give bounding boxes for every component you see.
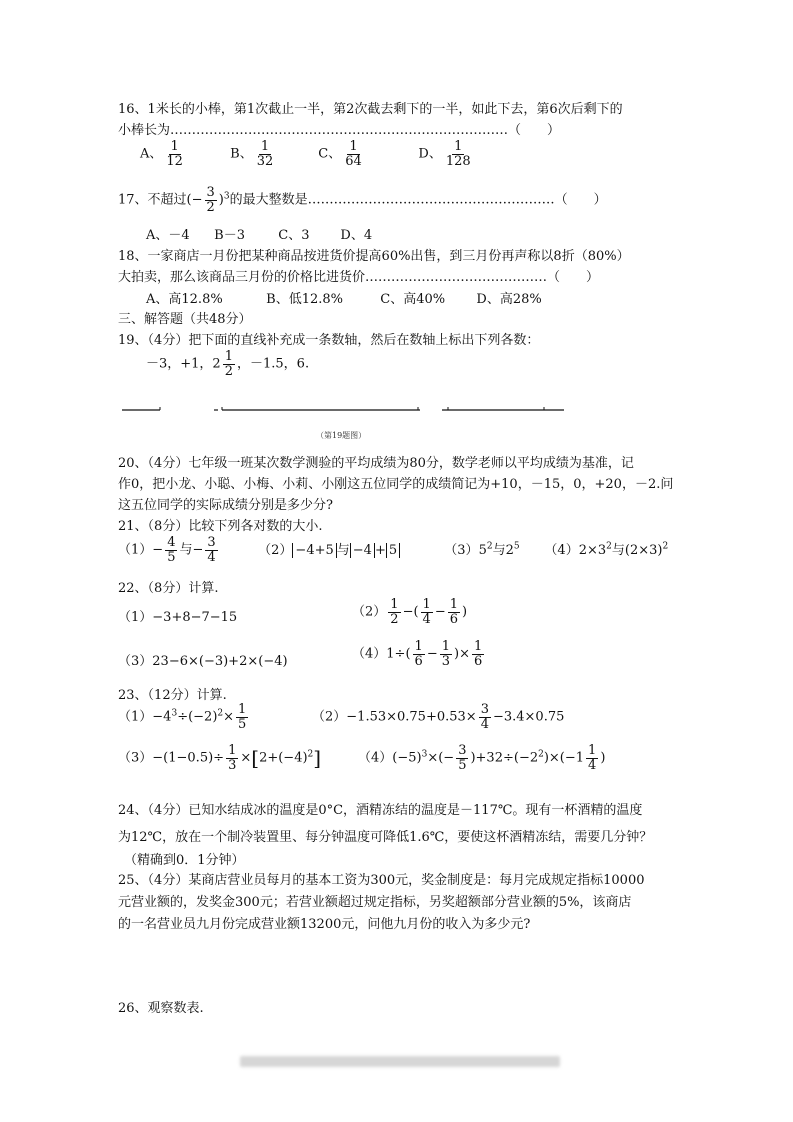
q17-option-c: C、3 <box>278 228 310 243</box>
q20-line3: 这五位同学的实际成绩分别是多少分? <box>118 498 333 513</box>
q24-line1: 24、（4分）已知水结成冰的温度是0°C，酒精冻结的温度是－117℃。现有一杯酒精的温度 <box>118 803 643 818</box>
q25-line1: 25、（4分）某商店营业员每月的基本工资为300元，奖金制度是：每月完成规定指标10000 <box>118 873 645 888</box>
q21-part-1: （1）− $\frac{4}{5}$ 与− $\frac{3}{4}$ <box>118 535 216 565</box>
q18-options <box>146 288 542 307</box>
q21-text: 21、（8分）比较下列各对数的大小. <box>118 519 323 534</box>
q16-option-a: A、 $\frac{1}{12}$ <box>140 139 183 169</box>
q17-option-d: D、4 <box>340 228 373 243</box>
q24-line3: （精确到0．1分钟） <box>124 853 245 868</box>
q17-option-b: B－3 <box>214 228 245 243</box>
q25-line3: 的一名营业员九月份完成营业额13200元，问他九月份的收入为多少元? <box>118 917 531 932</box>
q17-option-a: A、－4 <box>146 228 190 243</box>
q17-line: 17、不超过(− $\frac{3}{2}$ )$^3$的最大整数是…………………………………………………（ ） <box>118 185 607 215</box>
q22-text: 22、（8分）计算. <box>118 581 219 596</box>
q23-part-2: （2）−1.53×0.75+0.53× $\frac{3}{4}$ −3.4×0.75 <box>312 702 565 732</box>
q22-part-3: （3）23−6×(−3)+2×(−4) <box>118 654 288 669</box>
q21-part-2: （2） −4+5 与 −4 + 5 <box>258 539 440 558</box>
q16-option-b: B、 $\frac{1}{32}$ <box>230 139 274 169</box>
q18-option-c: C、高40% <box>380 292 446 307</box>
q23-text: 23、（12分）计算. <box>118 688 227 703</box>
q22-part-4: （4）1÷( $\frac{1}{6}$ − $\frac{1}{3}$ )× $\frac{1}{6}$ <box>352 639 483 669</box>
q21-parts <box>118 536 668 564</box>
q16-options <box>140 140 475 168</box>
q21-part-3: $(3)5^2$与$2^5$ <box>444 541 520 558</box>
q16-line2: 小棒长为……………………………………………………………………（ ） <box>118 123 561 138</box>
q19-caption: （第19题图） <box>316 431 367 440</box>
q20-line1: 20、（4分）七年级一班某次数学测验的平均成绩为80分，数学老师以平均成绩为基准，记 <box>118 456 634 471</box>
q18-option-a: A、高12.8% <box>146 292 223 307</box>
q21-part-4: $(4)2\times 3^2$与$(2\times 3)^2$ <box>544 541 669 558</box>
q22-part-1: （1）−3+8−7−15 <box>118 610 238 625</box>
q23-part-3: （3）−(1−0.5)÷ $\frac{1}{3}$ $\times[2+(-4)^2]$ <box>118 743 322 773</box>
q16-line1: 16、1米长的小棒，第1次截止一半，第2次截去剩下的一半，如此下去，第6次后剩下的 <box>118 102 623 117</box>
q22-part-2: （2） $\frac{1}{2}$ −( $\frac{1}{4}$ − $\frac{1}{6}$ ) <box>352 597 468 627</box>
q23-part-4: $(4)(-5)^3\times(-$ $\frac{3}{5}$ )$+32\div(-2^2)\times(-1$ $\frac{1}{4}$ ) <box>358 743 606 773</box>
q18-option-b: B、低12.8% <box>266 292 343 307</box>
q23-part-1: $(1)-4^3\div(-2)^2\times$ $\frac{1}{5}$ <box>118 702 247 732</box>
number-line-figure <box>118 400 568 418</box>
blurred-watermark <box>240 1056 560 1067</box>
q19-numbers: －3，+1，2 $\frac{1}{2}$ ，－1.5，6. <box>146 349 310 379</box>
q19-text: 19、（4分）把下面的直线补充成一条数轴，然后在数轴上标出下列各数： <box>118 333 540 348</box>
q17-options <box>146 224 372 243</box>
q24-line2: 为12℃，放在一个制冷装置里、每分钟温度可降低1.6℃，要使这杯酒精冻结，需要几分钟？ <box>118 830 653 845</box>
q18-line2: 大拍卖，那么该商品三月份的价格比进货价……………………………………（ ） <box>118 270 600 285</box>
q18-line1: 18、一家商店一月份把某种商品按进货价提高60%出售，到三月份再声称以8折（80%） <box>118 249 630 264</box>
q25-line2: 元营业额的，发奖金300元；若营业额超过规定指标，另奖超额部分营业额的5%，该商店 <box>118 895 632 910</box>
q16-option-c: C、 $\frac{1}{64}$ <box>318 139 362 169</box>
section-heading: 三、解答题（共48分） <box>118 312 252 327</box>
q18-option-d: D、高28% <box>476 292 542 307</box>
q20-line2: 作0，把小龙、小聪、小梅、小莉、小刚这五位同学的成绩简记为+10，－15，0，+20，－2.问 <box>118 477 674 492</box>
q26-text: 26、观察数表. <box>118 1001 204 1016</box>
q16-option-d: D、 $\frac{1}{128}$ <box>418 139 471 169</box>
